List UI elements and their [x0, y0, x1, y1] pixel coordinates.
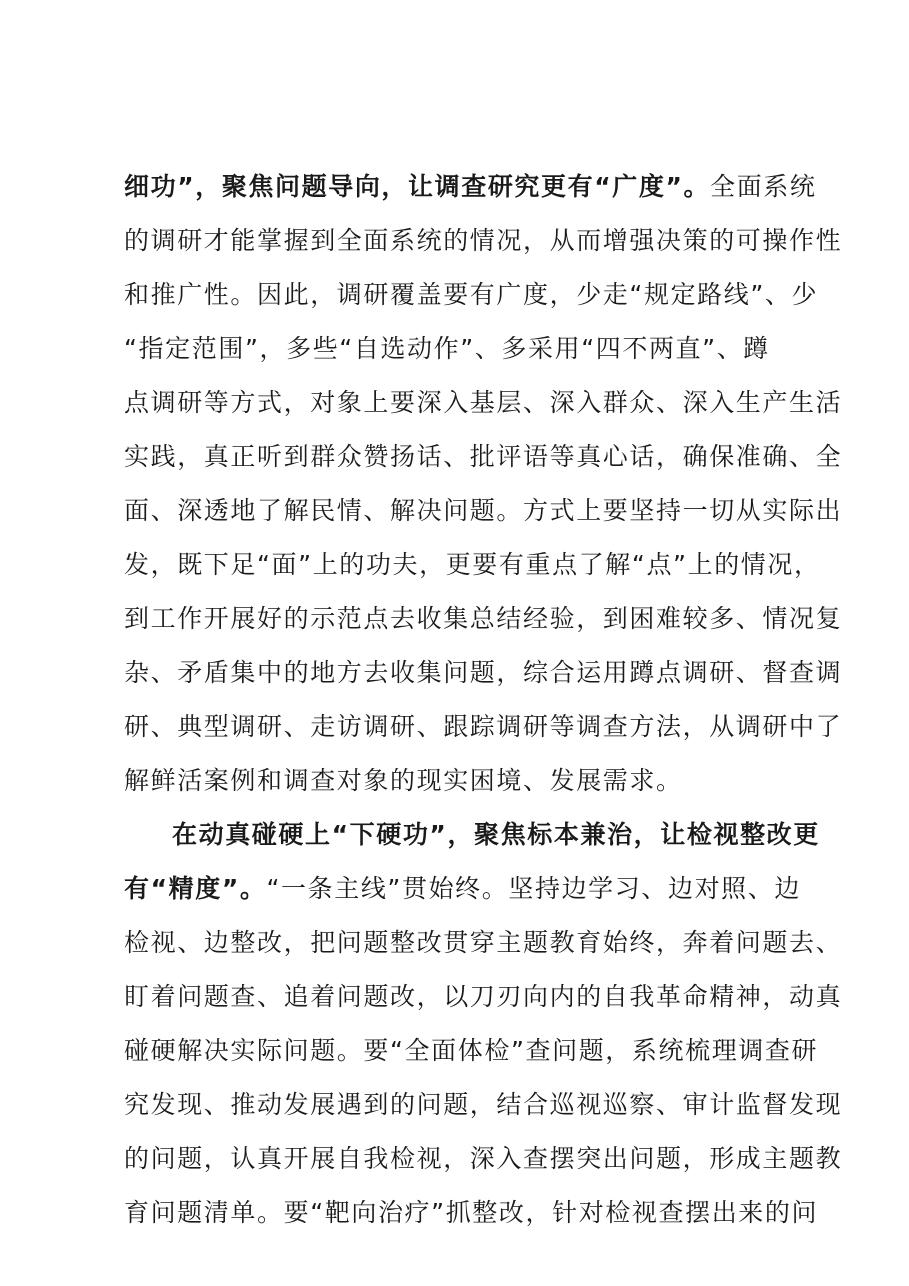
bold-text: 细功”，聚焦问题导向，让调查研究更有“广度”。: [124, 172, 711, 201]
body-text: 检视、边整改，把问题整改贯穿主题教育始终，奔着问题去、: [124, 928, 843, 957]
paragraph-2: [124, 808, 843, 1240]
text-line: [124, 484, 843, 538]
text-line: [124, 1186, 819, 1240]
body-text: 研、典型调研、走访调研、跟踪调研等调查方法，从调研中了: [124, 712, 843, 741]
text-line: [124, 970, 843, 1024]
body-text: 到工作开展好的示范点去收集总结经验，到困难较多、情况复: [124, 604, 843, 633]
text-line: [124, 1078, 843, 1132]
body-text: 点调研等方式，对象上要深入基层、深入群众、深入生产生活: [124, 388, 843, 417]
text-line: [124, 592, 843, 646]
text-line: [124, 808, 820, 862]
text-line: [124, 700, 843, 754]
body-text: 解鲜活案例和调查对象的现实困境、发展需求。: [124, 766, 683, 795]
text-line: [124, 1024, 819, 1078]
body-text: 杂、矛盾集中的地方去收集问题，综合运用蹲点调研、督查调: [124, 658, 843, 687]
body-text: 究发现、推动发展遇到的问题，结合巡视巡察、审计监督发现: [124, 1090, 843, 1119]
text-line: [124, 268, 819, 322]
paragraph-1: [124, 160, 843, 808]
body-text: 的问题，认真开展自我检视，深入查摆突出问题，形成主题教: [124, 1144, 843, 1173]
body-text: 和推广性。因此，调研覆盖要有广度，少走“规定路线”、少: [124, 280, 819, 309]
text-line: [124, 160, 817, 214]
text-line: [124, 376, 843, 430]
text-line: [124, 322, 804, 376]
text-line: [124, 538, 821, 592]
body-text: 的调研才能掌握到全面系统的情况，从而增强决策的可操作性: [124, 226, 843, 255]
text-line: [124, 754, 804, 808]
body-text: 面、深透地了解民情、解决问题。方式上要坚持一切从实际出: [124, 496, 843, 525]
body-text: 盯着问题查、追着问题改，以刀刃向内的自我革命精神，动真: [124, 982, 843, 1011]
text-line: [124, 430, 843, 484]
bold-text: 在动真碰硬上“下硬功”，聚焦标本兼治，让检视整改更: [172, 820, 820, 849]
text-line: [124, 862, 804, 916]
body-text: 碰硬解决实际问题。要“全面体检”查问题，系统梳理调查研: [124, 1036, 819, 1065]
bold-text: 有“精度”。: [124, 874, 267, 903]
body-text: 发，既下足“面”上的功夫，更要有重点了解“点”上的情况，: [124, 550, 821, 579]
text-line: [124, 214, 843, 268]
body-text: “一条主线”贯始终。坚持边学习、边对照、边: [266, 874, 801, 903]
text-line: [124, 1132, 843, 1186]
body-text: “指定范围”，多些“自选动作”、多采用“四不两直”、蹲: [124, 334, 770, 363]
text-line: [124, 646, 843, 700]
body-text: 育问题清单。要“靶向治疗”抓整改，针对检视查摆出来的问: [124, 1198, 819, 1227]
body-text: 实践，真正听到群众赞扬话、批评语等真心话，确保准确、全: [124, 442, 843, 471]
document-body: [124, 160, 843, 1240]
text-line: [124, 916, 843, 970]
body-text: 全面系统: [710, 172, 817, 201]
